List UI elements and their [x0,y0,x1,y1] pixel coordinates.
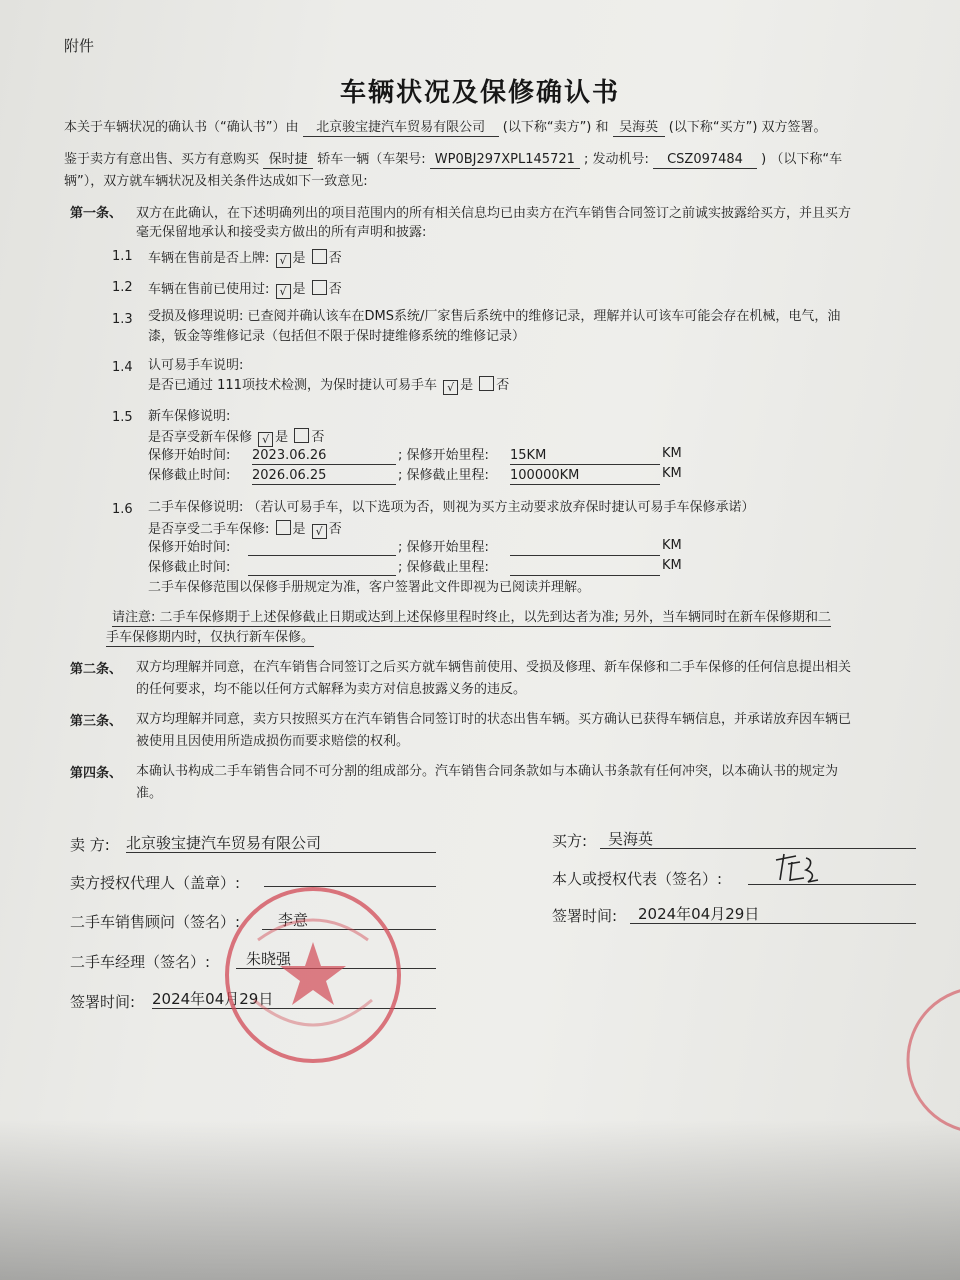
no-checkbox [312,280,327,295]
item-1-4-question [148,376,509,395]
intro-text: (以下称“买方”) 双方签署。 [668,120,827,135]
article-2-text-2: 的任何要求，均不能以任何方式解释为卖方对信息披露义务的违反。 [136,682,527,697]
yes-label: 是 [275,430,289,445]
used-warranty-end-km-blank [510,575,660,576]
new-warranty-start-km-label: ; 保修开始里程: [398,448,489,463]
item-1-1 [148,249,342,268]
article-3-text-1: 双方均理解并同意，卖方只按照买方在汽车销售合同签订时的状态出售车辆。买方确认已获得车辆信息，并承诺放弃因车辆已 [136,712,852,727]
brand-field: 保时捷 [263,152,313,169]
advisor-label: 二手车销售顾问（签名）: [70,913,241,931]
new-warranty-end-km-label: ; 保修截止里程: [398,468,489,483]
article-1-label: 第一条、 [70,206,123,221]
used-warranty-start-blank [248,555,396,556]
attachment-label: 附件 [64,37,95,55]
article-3-text-2: 被使用且因使用所造成损伤而要求赔偿的权利。 [136,734,410,749]
yes-label: 是 [460,378,474,393]
seller-value: 北京骏宝捷汽车贸易有限公司 [126,834,436,853]
buyer-date-value: 2024年04月29日 [630,905,916,924]
no-checkbox: √ [312,524,327,539]
new-warranty-end-value: 2026.06.25 [252,468,396,485]
item-1-5-heading: 新车保修说明: [148,409,231,424]
engine-number-field: CSZ097484 [653,152,757,169]
intro-text: 鉴于卖方有意出售、买方有意购买 [64,152,260,167]
item-number: 1.2 [112,280,133,295]
intro-text: 本关于车辆状况的确认书（“确认书”）由 [64,120,299,135]
seller-agent-label: 卖方授权代理人（盖章）: [70,874,241,892]
buyer-name-field: 吴海英 [613,120,665,137]
item-1-5-question [148,428,324,447]
item-1-6-question [148,520,342,539]
article-4-text-1: 本确认书构成二手车销售合同不可分割的组成部分。汽车销售合同条款如与本确认书条款有任何冲突，以本确认书的规定为 [136,764,839,779]
article-4-label: 第四条、 [70,766,123,781]
no-checkbox [479,376,494,391]
yes-checkbox: √ [276,253,291,268]
item-text: 是否享受新车保修 [148,430,253,445]
used-warranty-start-km-label: ; 保修开始里程: [398,540,489,555]
used-warranty-end-km-label: ; 保修截止里程: [398,560,489,575]
new-warranty-end-label: 保修截止时间: [148,468,231,483]
yes-label: 是 [292,251,306,266]
no-label: 否 [328,282,342,297]
new-warranty-start-label: 保修开始时间: [148,448,231,463]
company-seal [218,880,408,1070]
item-1-3-text-2: 漆，钣金等维修记录（包括但不限于保时捷维修系统的维修记录） [148,329,526,344]
km-unit: KM [662,558,682,573]
no-label: 否 [496,378,510,393]
no-label: 否 [328,251,342,266]
yes-label: 是 [292,522,306,537]
item-1-2 [148,280,342,299]
item-number: 1.1 [112,249,133,264]
intro-text: ) （以下称“车 [761,152,843,167]
seller-label: 卖 方: [70,836,110,854]
item-1-4-heading: 认可易手车说明: [148,358,244,373]
km-unit: KM [662,446,682,461]
manager-value: 朱晓强 [236,950,436,969]
article-2-text-1: 双方均理解并同意，在汽车销售合同签订之后买方就车辆售前使用、受损及修理、新车保修和二手车保修的任何信息提出相关 [136,660,852,675]
used-warranty-start-km-blank [510,555,660,556]
advisor-value: 李意 [262,911,436,930]
used-warranty-end-blank [248,575,396,576]
item-1-6-heading: 二手车保修说明: （若认可易手车，以下选项为否，则视为买方主动要求放弃保时捷认可易手车保修承诺） [148,500,755,515]
buyer-date-label: 签署时间: [552,907,618,925]
item-text: 是否享受二手车保修: [148,522,270,537]
article-1-text-2: 毫无保留地承认和接受卖方做出的所有声明和披露: [136,225,427,240]
yes-checkbox: √ [258,432,273,447]
intro-line-1 [64,120,827,137]
manager-label: 二手车经理（签名）: [70,953,211,971]
new-warranty-end-km-value: 100000KM [510,468,660,485]
buyer-signature [766,850,822,890]
article-4-text-2: 准。 [136,786,163,801]
buyer-label: 买方: [552,832,588,850]
article-2-label: 第二条、 [70,662,123,677]
article-3-label: 第三条、 [70,714,123,729]
buyer-rep-label: 本人或授权代表（签名）: [552,870,723,888]
item-number: 1.5 [112,410,133,425]
item-number: 1.4 [112,360,133,375]
item-number: 1.3 [112,312,133,327]
intro-text: ; 发动机号: [583,152,649,167]
used-warranty-end-label: 保修截止时间: [148,560,231,575]
partial-seal [890,985,960,1135]
buyer-value: 吴海英 [600,830,916,849]
yes-checkbox: √ [443,380,458,395]
no-checkbox [294,428,309,443]
notice-line-2: 手车保修期内时，仅执行新车保修。 [106,630,315,645]
km-unit: KM [662,466,682,481]
item-text: 是否已通过 111项技术检测，为保时捷认可易手车 [148,378,437,393]
km-unit: KM [662,538,682,553]
no-label: 否 [311,430,325,445]
intro-text: (以下称“卖方”) 和 [502,120,609,135]
used-warranty-start-label: 保修开始时间: [148,540,231,555]
vin-field: WP0BJ297XPL145721 [430,152,580,169]
used-warranty-scope: 二手车保修范围以保修手册规定为准，客户签署此文件即视为已阅读并理解。 [148,580,591,595]
page-title: 车辆状况及保修确认书 [339,78,620,108]
seller-name-field: 北京骏宝捷汽车贸易有限公司 [303,120,499,137]
yes-label: 是 [292,282,306,297]
item-number: 1.6 [112,502,133,517]
item-text: 车辆在售前已使用过: [148,282,270,297]
intro-line-2 [64,152,842,169]
no-label: 否 [328,522,342,537]
item-text: 车辆在售前是否上牌: [148,251,270,266]
yes-checkbox: √ [276,284,291,299]
seller-date-label: 签署时间: [70,993,136,1011]
yes-checkbox [276,520,291,535]
seller-date-value: 2024年04月29日 [152,990,436,1009]
notice-line-1: 请注意: 二手车保修期于上述保修截止日期或达到上述保修里程时终止，以先到达者为准; 另外，当车辆同时在新车保修期和二 [112,610,832,625]
article-1-text-1: 双方在此确认，在下述明确列出的项目范围内的所有相关信息均已由卖方在汽车销售合同签订之前诚实披露给买方，并且买方 [136,206,852,221]
new-warranty-start-value: 2023.06.26 [252,448,396,465]
intro-text: 轿车一辆（车架号: [317,152,426,167]
intro-line-3: 辆”），双方就车辆状况及相关条件达成如下一致意见: [64,174,368,189]
no-checkbox [312,249,327,264]
new-warranty-start-km-value: 15KM [510,448,660,465]
item-1-3-text-1: 受损及修理说明: 已查阅并确认该车在DMS系统/厂家售后系统中的维修记录，理解并认可该车可能会存在机械，电气，油 [148,309,841,324]
bottom-shadow [0,1120,960,1280]
